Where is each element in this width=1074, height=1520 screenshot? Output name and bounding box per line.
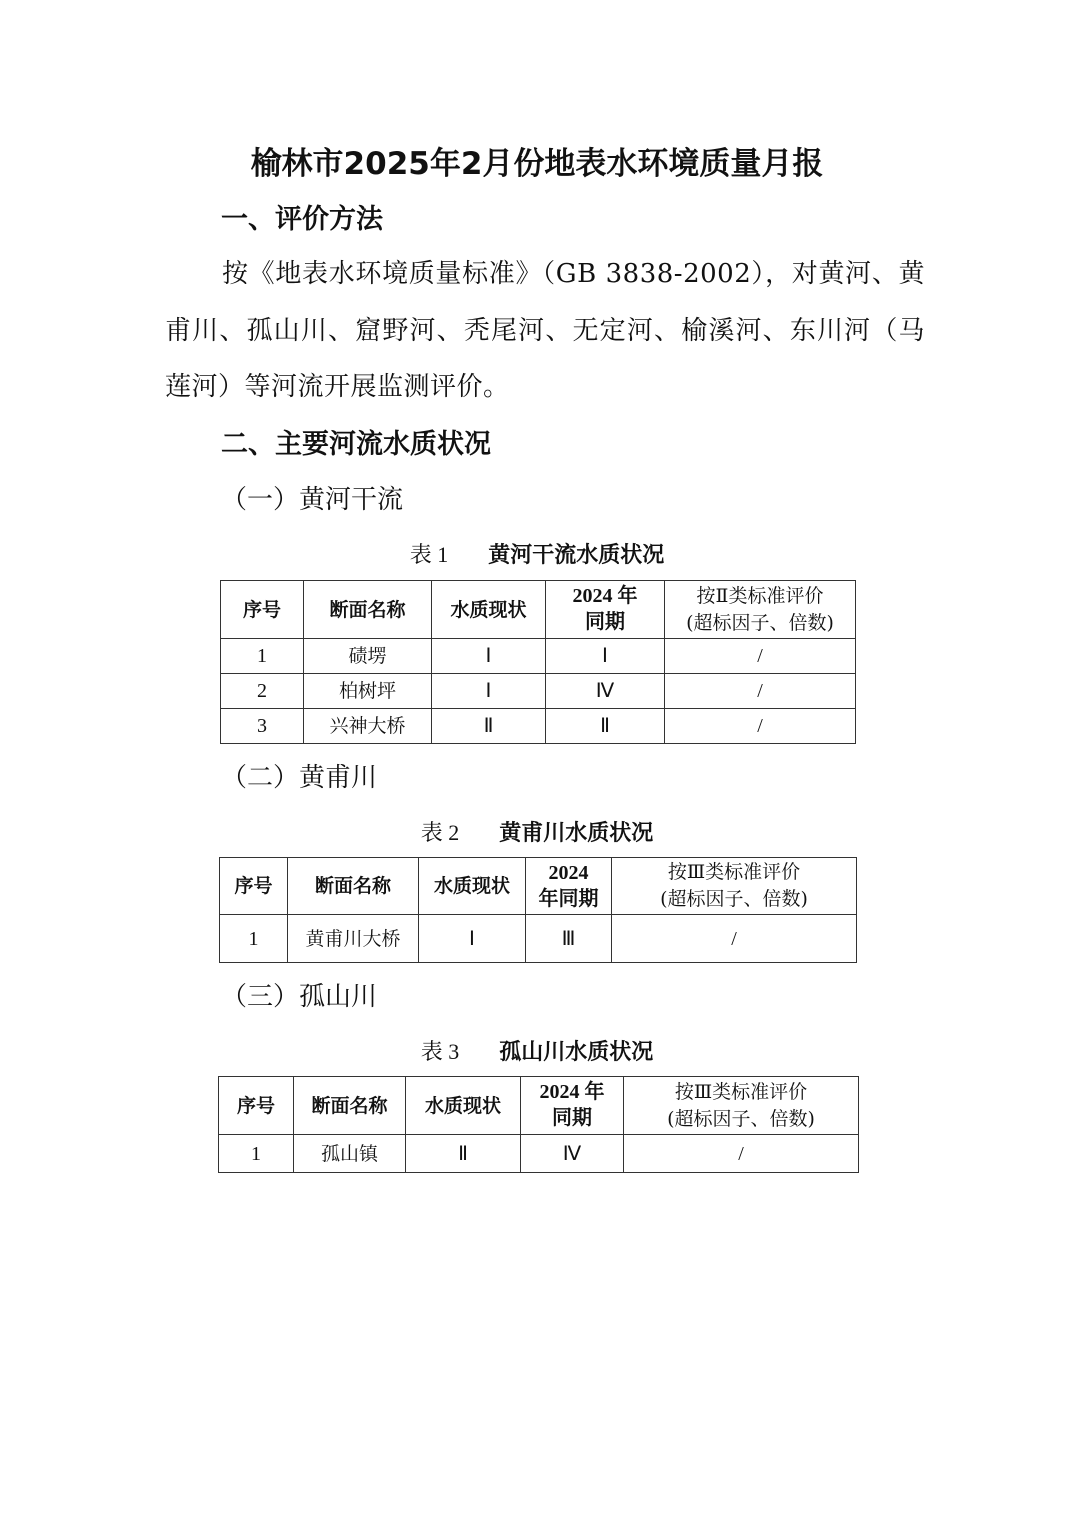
cell-section-name: 兴神大桥 [304, 709, 432, 744]
subsection-heading-gushan-river: （三）孤山川 [221, 982, 378, 1012]
cell-current-quality: Ⅰ [432, 674, 546, 709]
cell-same-period: Ⅱ [546, 709, 665, 744]
section-heading-rivers: 二、主要河流水质状况 [221, 429, 491, 460]
cell-evaluation: / [665, 674, 856, 709]
table-caption-1 [0, 538, 1074, 569]
table-caption-number: 表 3 [420, 1039, 460, 1064]
cell-evaluation: / [624, 1135, 859, 1173]
page-title: 榆林市2025年2月份地表水环境质量月报 [250, 146, 824, 182]
header-section-name: 断面名称 [288, 858, 419, 915]
cell-evaluation: / [665, 709, 856, 744]
cell-current-quality: Ⅰ [432, 639, 546, 674]
header-same-period-2024: 2024 年同期 [526, 858, 612, 915]
cell-same-period: Ⅳ [546, 674, 665, 709]
table-row [221, 709, 856, 744]
cell-index: 2 [221, 674, 304, 709]
cell-index: 1 [221, 639, 304, 674]
header-standard-evaluation: 按Ⅱ类标准评价 (超标因子、倍数) [665, 581, 856, 639]
header-index: 序号 [221, 581, 304, 639]
cell-section-name: 孤山镇 [294, 1135, 406, 1173]
cell-evaluation: / [665, 639, 856, 674]
table-row [220, 915, 857, 963]
method-paragraph: 按《地表水环境质量标准》（GB 3838-2002），对黄河、黄甫川、孤山川、窟野河、秃尾河、无定河、榆溪河、东川河（马莲河）等河流开展监测评价。 [165, 259, 925, 402]
subsection-heading-huangfu-river: （二）黄甫川 [221, 763, 378, 793]
section-heading-method: 一、评价方法 [221, 204, 383, 235]
header-section-name: 断面名称 [294, 1077, 406, 1135]
table-caption-3 [0, 1035, 1074, 1066]
header-current-quality: 水质现状 [432, 581, 546, 639]
header-current-quality: 水质现状 [406, 1077, 521, 1135]
table-row [221, 674, 856, 709]
header-index: 序号 [220, 858, 288, 915]
cell-current-quality: Ⅱ [406, 1135, 521, 1173]
table-row [219, 1135, 859, 1173]
water-quality-table-gushan-river [218, 1076, 859, 1173]
header-section-name: 断面名称 [304, 581, 432, 639]
table-caption-number: 表 1 [409, 542, 449, 567]
header-standard-evaluation: 按Ⅲ类标准评价 (超标因子、倍数) [624, 1077, 859, 1135]
cell-same-period: Ⅲ [526, 915, 612, 963]
cell-same-period: Ⅳ [521, 1135, 624, 1173]
table-caption-text: 黄河干流水质状况 [488, 543, 665, 568]
water-quality-table-huangfu-river [219, 857, 857, 963]
cell-index: 1 [219, 1135, 294, 1173]
cell-current-quality: Ⅰ [419, 915, 526, 963]
table-row [221, 639, 856, 674]
header-current-quality: 水质现状 [419, 858, 526, 915]
cell-section-name: 黄甫川大桥 [288, 915, 419, 963]
header-same-period-2024: 2024 年 同期 [521, 1077, 624, 1135]
table-caption-text: 孤山川水质状况 [499, 1040, 654, 1065]
subsection-heading-yellow-river: （一）黄河干流 [221, 485, 404, 515]
table-caption-text: 黄甫川水质状况 [499, 821, 654, 846]
cell-index: 3 [221, 709, 304, 744]
header-same-period-2024: 2024 年 同期 [546, 581, 665, 639]
cell-index: 1 [220, 915, 288, 963]
cell-section-name: 柏树坪 [304, 674, 432, 709]
table-header-row [219, 1077, 859, 1135]
table-caption-number: 表 2 [420, 820, 460, 845]
water-quality-table-yellow-river [220, 580, 856, 744]
header-index: 序号 [219, 1077, 294, 1135]
table-caption-2 [0, 816, 1074, 847]
header-standard-evaluation: 按Ⅲ类标准评价 (超标因子、倍数) [612, 858, 857, 915]
cell-evaluation: / [612, 915, 857, 963]
cell-current-quality: Ⅱ [432, 709, 546, 744]
table-header-row [220, 858, 857, 915]
cell-section-name: 碛塄 [304, 639, 432, 674]
cell-same-period: Ⅰ [546, 639, 665, 674]
table-header-row [221, 581, 856, 639]
